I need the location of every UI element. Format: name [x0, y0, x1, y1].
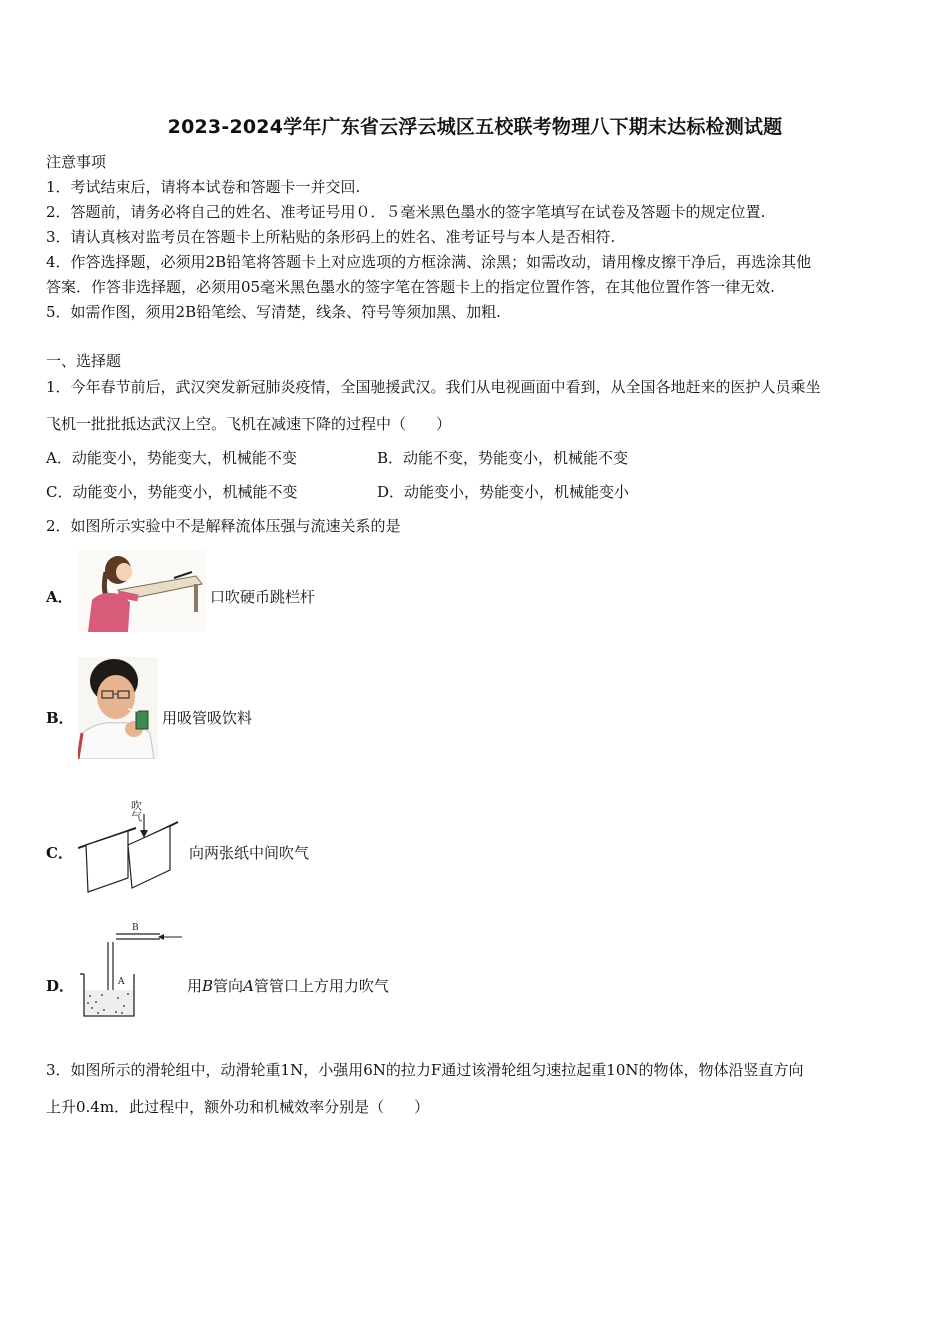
q2-d-text-mid: 管向	[213, 977, 244, 995]
q2-option-c-label[interactable]: C．	[46, 844, 73, 862]
notice-heading: 注意事项	[46, 153, 107, 171]
q2-option-b-label[interactable]: B．	[46, 709, 74, 727]
paper-blow-figure	[78, 788, 182, 896]
notice-item: 4．作答选择题，必须用2B铅笔将答题卡上对应选项的方框涂满、涂黑；如需改动，请用橡皮擦干净后，再选涂其他	[46, 253, 812, 271]
page-title: 2023-2024学年广东省云浮云城区五校联考物理八下期末达标检测试题	[167, 116, 783, 138]
q2-option-d-text	[187, 976, 389, 996]
q1-option-b[interactable]: B．动能不变，势能变小，机械能不变	[377, 449, 629, 467]
straw-drink-figure	[78, 657, 158, 759]
q1-option-a[interactable]: A．动能变小，势能变大，机械能不变	[46, 449, 297, 467]
coin-blow-figure	[78, 550, 206, 632]
tube-a-label: A	[118, 977, 125, 987]
q2-d-var-b: B	[202, 977, 214, 995]
notice-item: 答案．作答非选择题，必须用05毫米黑色墨水的签字笔在答题卡上的指定位置作答，在其他位置作答一律无效.	[46, 278, 775, 296]
q2-d-var-a: A	[243, 977, 254, 995]
tube-b-label: B	[132, 923, 139, 933]
q2-option-a-text: 口吹硬币跳栏杆	[210, 588, 316, 606]
q2-option-a-label[interactable]: A．	[46, 588, 73, 606]
q1-option-c[interactable]: C．动能变小，势能变小，机械能不变	[46, 483, 298, 501]
question-3-stem: 3．如图所示的滑轮组中，动滑轮重1N，小强用6N的拉力F通过该滑轮组匀速拉起重10N的物体，物体沿竖直方向	[46, 1061, 804, 1079]
tube-blow-figure	[78, 918, 184, 1020]
q2-option-b-text: 用吸管吸饮料	[162, 709, 253, 727]
notice-item: 5．如需作图，须用2B铅笔绘、写清楚，线条、符号等须加黑、加粗.	[46, 303, 501, 321]
notice-item: 1．考试结束后，请将本试卷和答题卡一并交回.	[46, 178, 361, 196]
notice-item: 2．答题前，请务必将自己的姓名、准考证号用０．５毫米黑色墨水的签字笔填写在试卷及答题卡的规定位置.	[46, 203, 766, 221]
q2-option-c-text: 向两张纸中间吹气	[189, 844, 310, 862]
q2-option-d-label[interactable]: D．	[46, 977, 75, 995]
question-3-stem-cont: 上升0.4m．此过程中，额外功和机械效率分别是（ ）	[46, 1098, 430, 1116]
q1-option-d[interactable]: D．动能变小，势能变小，机械能变小	[377, 483, 630, 501]
section-heading: 一、选择题	[46, 352, 122, 370]
q2-d-text-pre: 用	[187, 977, 203, 995]
question-1-stem: 1．今年春节前后，武汉突发新冠肺炎疫情，全国驰援武汉。我们从电视画面中看到，从全国各地赶来的医护人员乘坐	[46, 378, 821, 396]
notice-item: 3．请认真核对监考员在答题卡上所粘贴的条形码上的姓名、准考证号与本人是否相符.	[46, 228, 616, 246]
question-1-stem-cont: 飞机一批批抵达武汉上空。飞机在减速下降的过程中（ ）	[46, 415, 452, 433]
blow-label: 吹气	[129, 800, 143, 822]
question-2-stem: 2．如图所示实验中不是解释流体压强与流速关系的是	[46, 517, 401, 535]
q2-d-text-post: 管管口上方用力吹气	[253, 977, 389, 995]
